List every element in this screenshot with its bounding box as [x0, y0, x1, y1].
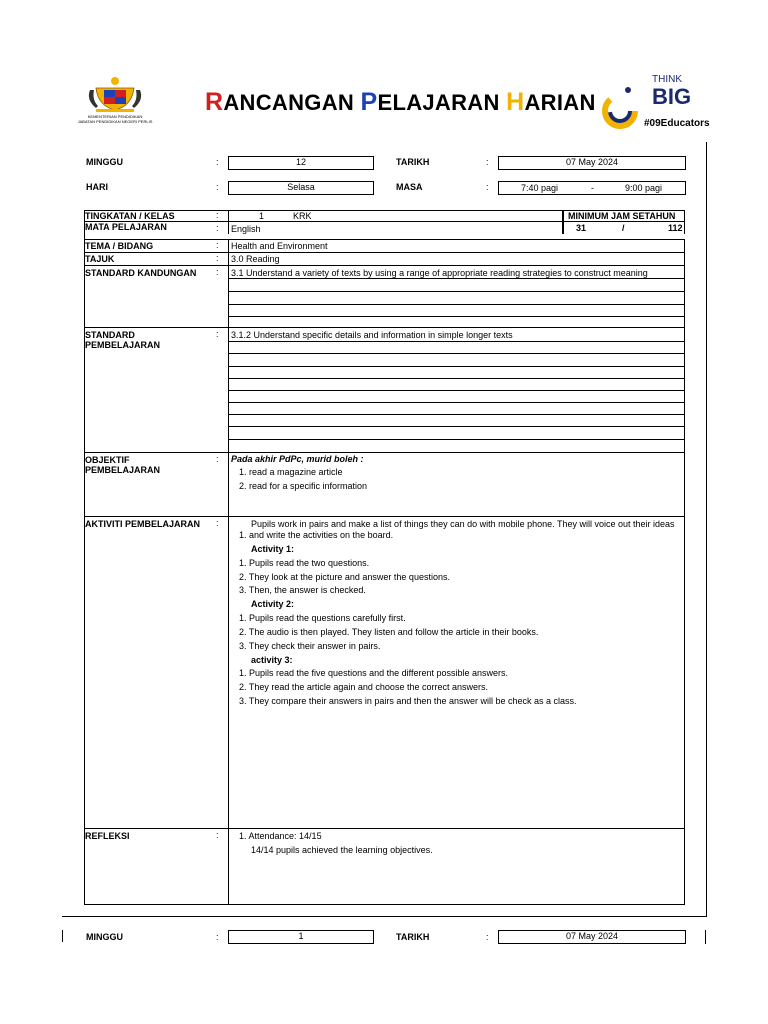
hari-label: HARI [86, 182, 108, 192]
colon: : [486, 932, 489, 942]
mata-pelajaran-label: MATA PELAJARAN [84, 221, 228, 234]
colon: : [216, 240, 219, 250]
activity-2-step-1: 1. Pupils read the questions carefully first. [239, 613, 406, 623]
standard-kandungan-value[interactable]: 3.1 Understand a variety of texts by using a range of appropriate reading strategies to construct meaning [228, 265, 685, 327]
crest-caption-2: JABATAN PENDIDIKAN NEGERI PERLIS [77, 119, 153, 124]
min-jam-label: MINIMUM JAM SETAHUN [568, 211, 676, 221]
kelas-value: KRK [293, 211, 312, 221]
colon: : [486, 157, 489, 167]
colon: : [216, 223, 219, 233]
tingkatan-label: TINGKATAN / KELAS [84, 210, 228, 221]
tarikh-field[interactable]: 07 May 2024 [498, 156, 686, 170]
refleksi-line-1: 1. Attendance: 14/15 [239, 831, 322, 841]
minggu-label: MINGGU [86, 157, 123, 167]
crest-icon [60, 76, 170, 114]
next-tarikh-field[interactable]: 07 May 2024 [498, 930, 686, 944]
activity-1-step-2: 2. They look at the picture and answer the questions. [239, 572, 450, 582]
activity-1-step-1: 1. Pupils read the two questions. [239, 558, 370, 568]
objektif-item-2: 2. read for a specific information [239, 481, 368, 491]
objektif-label-line1: OBJEKTIF [85, 455, 130, 465]
colon: : [216, 267, 219, 277]
masa-label: MASA [396, 182, 423, 192]
aktiviti-label: AKTIVITI PEMBELAJARAN [84, 516, 228, 828]
ministry-crest-logo [60, 76, 170, 128]
tingkatan-cell[interactable] [228, 210, 563, 221]
masa-field[interactable] [498, 181, 686, 195]
next-minggu-label: MINGGU [86, 932, 123, 942]
colon: : [216, 157, 219, 167]
min-jam-b: 112 [668, 223, 683, 233]
objektif-label [84, 452, 228, 516]
objektif-cell[interactable] [228, 452, 685, 516]
colon: : [216, 210, 219, 220]
page-title: RANCANGAN PELAJARAN HARIAN [205, 88, 596, 116]
sp-label-line2: PEMBELAJARAN [85, 340, 161, 350]
objektif-intro: Pada akhir PdPc, murid boleh : [231, 454, 364, 464]
activity-3-step-3: 3. They compare their answers in pairs and then the answer will be check as a class. [239, 696, 577, 706]
colon: : [216, 932, 219, 942]
standard-pembelajaran-value[interactable]: 3.1.2 Understand specific details and information in simple longer texts [228, 327, 685, 452]
activity-2-step-2: 2. The audio is then played. They listen and follow the article in their books. [239, 627, 539, 637]
sp-label-line1: STANDARD [85, 330, 135, 340]
mata-pelajaran-value[interactable]: English [228, 221, 563, 234]
crest-caption-1: KEMENTERIAN PENDIDIKAN [87, 114, 143, 119]
masa-start: 7:40 pagi [521, 183, 559, 193]
objektif-item-1: 1. read a magazine article [239, 467, 343, 477]
activity-1-step-3: 3. Then, the answer is checked. [239, 585, 366, 595]
activity-2-step-3: 3. They check their answer in pairs. [239, 641, 381, 651]
next-minggu-field[interactable]: 1 [228, 930, 374, 944]
activity-2-title: Activity 2: [251, 599, 295, 609]
colon: : [216, 329, 219, 339]
aktiviti-cell[interactable] [228, 516, 685, 828]
brand-think: THINK [652, 74, 682, 85]
brand-hashtag: #09Educators [644, 118, 710, 129]
tarikh-label: TARIKH [396, 157, 430, 167]
colon: : [216, 454, 219, 464]
masa-separator: - [591, 183, 594, 193]
colon: : [216, 830, 219, 840]
aktiviti-intro-1: Pupils work in pairs and make a list of things they can do with mobile phone. They will voice out their ideas [251, 519, 675, 529]
aktiviti-intro-2: 1. and write the activities on the board. [239, 530, 394, 540]
colon: : [486, 182, 489, 192]
activity-3-title: activity 3: [251, 655, 293, 665]
tema-label: TEMA / BIDANG [84, 239, 228, 252]
refleksi-label: REFLEKSI [84, 828, 228, 905]
activity-1-title: Activity 1: [251, 544, 295, 554]
objektif-label-line2: PEMBELAJARAN [85, 465, 161, 475]
activity-3-step-2: 2. They read the article again and choose the correct answers. [239, 682, 488, 692]
hari-field[interactable]: Selasa [228, 181, 374, 195]
brand-big: BIG [652, 84, 692, 109]
refleksi-cell[interactable] [228, 828, 685, 905]
tajuk-label: TAJUK [84, 252, 228, 265]
tingkatan-value: 1 [259, 211, 265, 221]
refleksi-line-2: 14/14 pupils achieved the learning objectives. [251, 845, 433, 855]
tema-value[interactable]: Health and Environment [228, 239, 685, 252]
standard-pembelajaran-label [84, 327, 228, 452]
colon: : [216, 182, 219, 192]
min-jam-a: 31 [576, 223, 587, 233]
min-jam-values [563, 221, 685, 234]
activity-3-step-1: 1. Pupils read the five questions and the different possible answers. [239, 668, 508, 678]
minggu-field[interactable]: 12 [228, 156, 374, 170]
think-big-logo [600, 70, 710, 134]
min-jam-header [563, 210, 685, 221]
colon: : [216, 253, 219, 263]
standard-kandungan-label: STANDARD KANDUNGAN [84, 265, 228, 327]
next-tarikh-label: TARIKH [396, 932, 430, 942]
colon: : [216, 518, 219, 528]
tajuk-value[interactable]: 3.0 Reading [228, 252, 685, 265]
masa-end: 9:00 pagi [625, 183, 663, 193]
min-jam-sep: / [622, 223, 625, 233]
